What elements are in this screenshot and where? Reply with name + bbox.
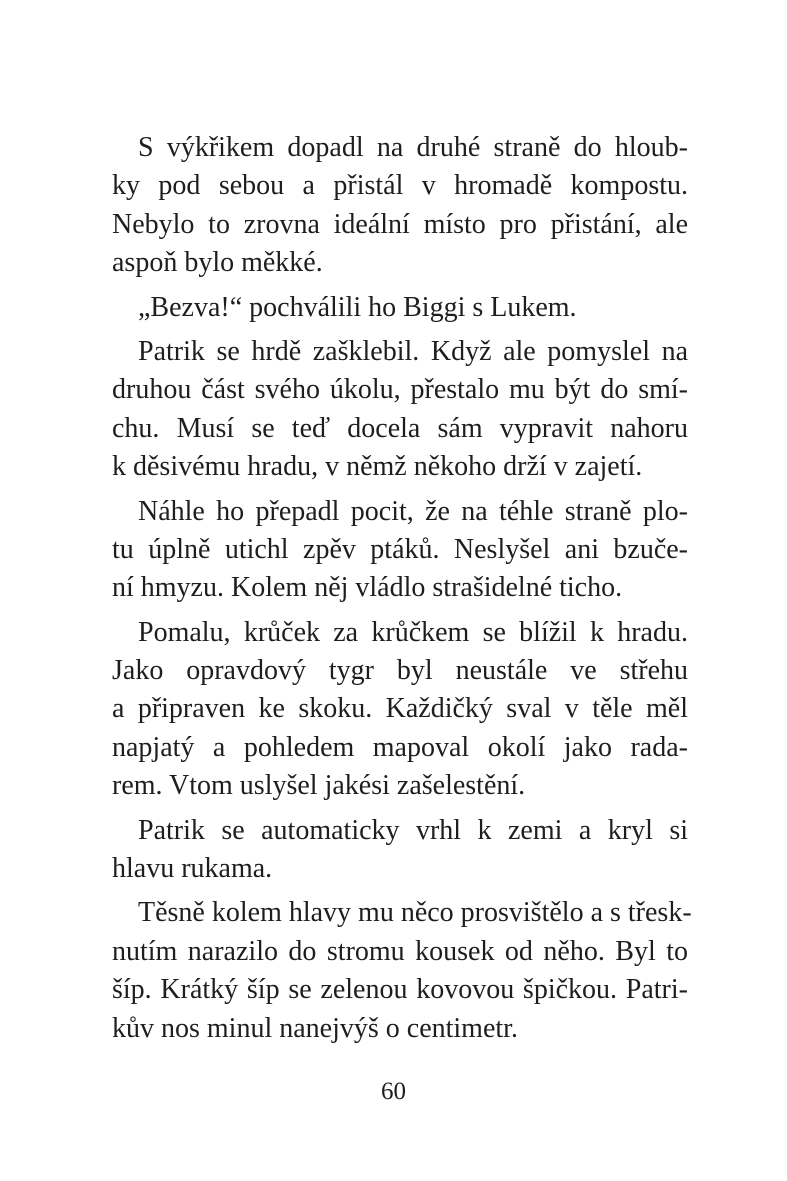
text-line: druhou část svého úkolu, přestalo mu být do smí- xyxy=(112,374,688,406)
text-line: a připraven ke skoku. Každičký sval v těle měl xyxy=(112,693,688,725)
text-line: nutím narazilo do stromu kousek od něho. Byl to xyxy=(112,935,688,967)
text-line: aspoň bylo měkké. xyxy=(112,247,323,279)
text-line: ky pod sebou a přistál v hromadě kompostu. xyxy=(112,170,688,202)
text-line: šíp. Krátký šíp se zelenou kovovou špičkou. Patri- xyxy=(112,974,688,1006)
text-line: kův nos minul nanejvýš o centimetr. xyxy=(112,1012,518,1044)
text-line: S výkřikem dopadl na druhé straně do hloub- xyxy=(138,132,688,163)
text-line: tu úplně utichl zpěv ptáků. Neslyšel ani bzuče- xyxy=(112,533,688,565)
text-line: „Bezva!“ pochválili ho Biggi s Lukem. xyxy=(138,291,577,323)
text-line: Nebylo to zrovna ideální místo pro přistání, ale xyxy=(112,208,688,240)
text-line: Pomalu, krůček za krůčkem se blížil k hradu. xyxy=(138,616,688,648)
text-line: Náhle ho přepadl pocit, že na téhle straně plo- xyxy=(138,495,688,527)
page-number: 60 xyxy=(381,1078,406,1105)
text-line: hlavu rukama. xyxy=(112,853,273,885)
text-line: Patrik se automaticky vrhl k zemi a kryl si xyxy=(138,814,688,846)
text-line: Jako opravdový tygr byl neustále ve střehu xyxy=(112,655,688,687)
text-line: rem. Vtom uslyšel jakési zašelestění. xyxy=(112,770,526,802)
text-line: Patrik se hrdě zašklebil. Když ale pomyslel na xyxy=(138,335,688,367)
body-text xyxy=(112,129,692,1048)
text-line: ní hmyzu. Kolem něj vládlo strašidelné ticho. xyxy=(112,572,623,604)
text-line: k děsivému hradu, v němž někoho drží v zajetí. xyxy=(112,451,643,483)
text-line: napjatý a pohledem mapoval okolí jako rada- xyxy=(112,731,688,763)
text-line: Těsně kolem hlavy mu něco prosvištělo a s třesk- xyxy=(138,897,692,929)
text-line: chu. Musí se teď docela sám vypravit nahoru xyxy=(112,412,688,444)
